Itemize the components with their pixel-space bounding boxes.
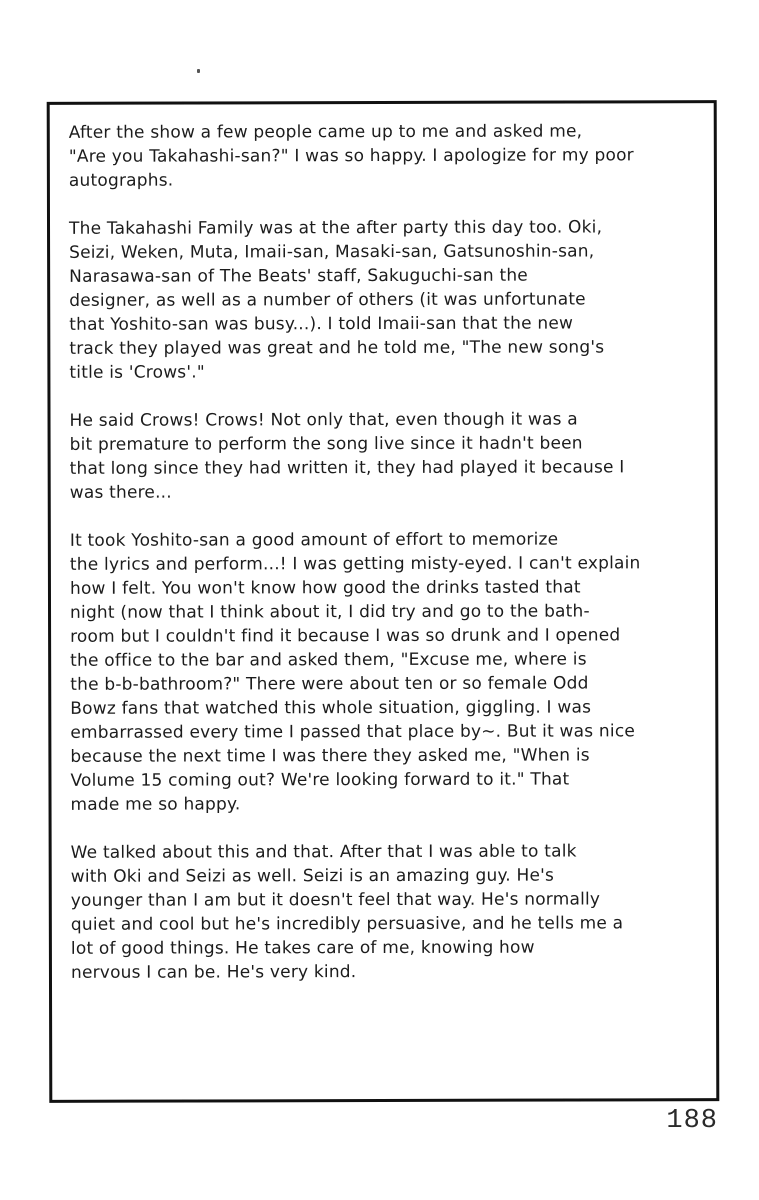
afterword-paragraph-1: After the show a few people came up to me and asked me, "Are you Takahashi-san?" I was so happy. I apologize for my poor autographs. — [68, 121, 634, 191]
afterword-paragraph-5: We talked about this and that. After that I was able to talk with Oki and Seizi as well. Seizi is an amazing guy. He's younger than I am but it doesn't feel that way. He's normally quiet and cool but he's incredibly persuasive, and he tells me a lot of good things. He takes care of me, knowing how nervous I can be. He's very kind. — [70, 841, 624, 983]
print-artifact-dot — [197, 69, 200, 73]
afterword-paragraph-4: It took Yoshito-san a good amount of effort to memorize the lyrics and perform...! I was getting misty-eyed. I can't explain how I felt. You won't know how good the drinks tasted that night (now that I think about it, I did try and go to the bath- room but I couldn't find it because I was so drunk and I opened the office to the bar and asked them, "Excuse me, where is the b-b-bathroom?" There were about ten or so female Odd Bowz fans that watched this whole situation, giggling. I was embarrassed every time I passed that place by~. But it was nice because the next time I was there they asked me, "When is Volume 15 coming out? We're looking forward to it." That made me so happy. — [69, 529, 641, 815]
afterword-text-panel — [47, 100, 720, 1103]
afterword-paragraph-2: The Takahashi Family was at the after party this day too. Oki, Seizi, Weken, Muta, Imaii-san, Masaki-san, Gatsunoshin-san, Narasawa-san of The Beats' staff, Sakuguchi-san the designer, as well as a number of others (it was unfortunate that Yoshito-san was busy...). I told Imaii-san that the new track they played was great and he told me, "The new song's title is 'Crows'." — [68, 217, 605, 383]
page-number: 188 — [666, 1106, 718, 1136]
afterword-paragraph-3: He said Crows! Crows! Not only that, even though it was a bit premature to perform the song live since it hadn't been that long since they had written it, they had played it because I was there... — [69, 409, 625, 503]
